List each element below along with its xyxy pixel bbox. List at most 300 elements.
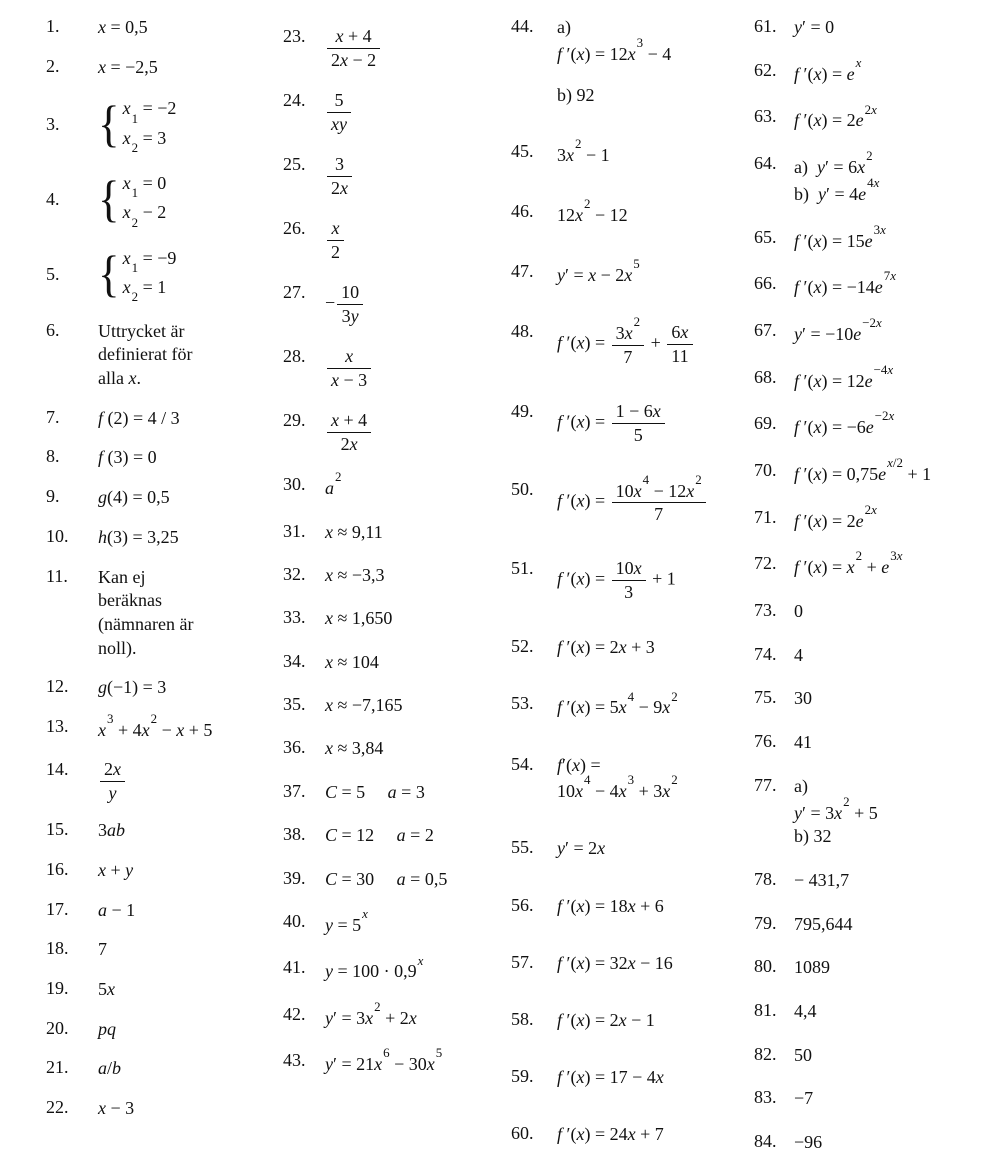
item-number: 20. xyxy=(46,1017,69,1038)
item-answer xyxy=(794,775,986,849)
answer-line: f ′(x) = 18x + 6 xyxy=(557,895,664,916)
item-answer xyxy=(557,16,754,107)
answer-item xyxy=(511,256,754,288)
answer-item xyxy=(283,998,511,1031)
answer-item xyxy=(46,1018,283,1042)
item-answer xyxy=(325,607,511,631)
item-number: 21. xyxy=(46,1057,69,1078)
item-answer xyxy=(794,54,986,87)
item-number: 71. xyxy=(754,506,777,527)
answer-line: f ′(x) = $\frac{1 - 6x}{5}$ xyxy=(557,401,754,445)
item-answer xyxy=(98,676,283,700)
item-number: 44. xyxy=(511,16,534,36)
answer-item xyxy=(511,314,754,367)
item-answer xyxy=(325,410,511,454)
item-answer xyxy=(557,1123,754,1147)
item-number: 73. xyxy=(754,600,777,620)
answer-line: x ≈ −3,3 xyxy=(325,564,385,585)
answer-line: C = 30 a = 0,5 xyxy=(325,868,448,889)
fraction: $\frac{x + 4}{2x - 2}$ xyxy=(327,26,380,70)
answer-item xyxy=(754,548,986,580)
fraction: $\frac{2x}{y}$ xyxy=(100,759,125,803)
answer-line xyxy=(325,410,511,454)
answer-item xyxy=(511,837,754,861)
item-number: 52. xyxy=(511,636,534,657)
answer-item xyxy=(511,1123,754,1147)
item-answer xyxy=(557,401,754,445)
answer-line: f $'(x) = 5x^4 - 9x^2$ xyxy=(557,688,678,718)
answer-column-1 xyxy=(46,16,283,1155)
answer-item xyxy=(754,731,986,755)
answer-line: f′(x) = xyxy=(557,754,601,775)
fraction: $\frac{x + 4}{2x}$ xyxy=(327,410,371,454)
item-answer xyxy=(98,16,283,40)
answer-line: f ′(x) = 17 − 4x xyxy=(557,1066,664,1087)
answer-item xyxy=(283,868,511,892)
item-number: 49. xyxy=(511,400,534,421)
answer-line: f $'(x) = -6e^{-2x}$ xyxy=(794,408,895,438)
answer-line: x ≈ 9,11 xyxy=(325,521,383,542)
answer-item xyxy=(283,781,511,805)
answer-line: $y = 5^x$ xyxy=(325,906,368,936)
answer-line: f $'(x) = x^2 + e^{3x}$ xyxy=(794,548,903,578)
answer-line: beräknas xyxy=(98,590,162,611)
answer-line: 0 xyxy=(794,601,803,621)
answer-line: $x^3 + 4x^2 - x + 5$ xyxy=(98,711,213,741)
answer-line: a − 1 xyxy=(98,899,136,920)
answer-line: b) $y' = 4e^{4x}$ xyxy=(794,174,880,204)
answer-item xyxy=(46,526,283,550)
item-answer xyxy=(794,687,986,711)
case-line: $x_1 = -9$ xyxy=(122,247,177,276)
answer-item xyxy=(46,1057,283,1081)
item-number: 56. xyxy=(511,894,534,915)
answer-item xyxy=(754,16,986,40)
answer-line: f $'(x) = 2e^{2x}$ xyxy=(794,101,877,131)
item-answer xyxy=(98,486,283,510)
item-answer xyxy=(325,694,511,718)
answer-item xyxy=(511,196,754,228)
answer-item xyxy=(754,361,986,394)
answer-item xyxy=(511,636,754,660)
item-answer xyxy=(794,101,986,133)
answer-line: 4,4 xyxy=(794,1001,817,1021)
answer-line: f (2) = 4 / 3 xyxy=(98,407,180,428)
answer-item xyxy=(511,1009,754,1033)
answer-line: $y' = 3x^2 + 2x$ xyxy=(325,998,417,1028)
item-answer xyxy=(794,1044,986,1068)
fraction: $\frac{6x}{11}$ xyxy=(667,322,692,366)
item-number: 36. xyxy=(283,737,306,758)
answer-line: 30 xyxy=(794,688,812,709)
item-number: 75. xyxy=(754,687,777,708)
item-number: 46. xyxy=(511,200,534,221)
answer-column-4 xyxy=(754,16,986,1155)
item-number: 16. xyxy=(46,858,69,879)
item-answer xyxy=(557,196,754,228)
answer-line: Kan ej xyxy=(98,566,146,587)
item-number: 4. xyxy=(46,188,60,209)
item-answer xyxy=(325,952,511,984)
answer-line: a) $y' = 6x^2$ xyxy=(794,148,873,178)
item-number: 45. xyxy=(511,140,534,161)
item-answer xyxy=(325,824,511,848)
item-number: 42. xyxy=(283,1003,306,1024)
answer-line: 7 xyxy=(98,939,107,960)
item-answer xyxy=(794,548,986,580)
item-answer xyxy=(794,148,986,207)
answer-item xyxy=(754,1131,986,1155)
item-answer xyxy=(98,446,283,470)
item-number: 33. xyxy=(283,607,306,628)
item-answer xyxy=(98,1097,283,1121)
answer-line: pq xyxy=(98,1018,116,1039)
item-answer xyxy=(325,737,511,761)
answer-line: f (3) = 0 xyxy=(98,447,157,468)
answer-line: x ≈ −7,165 xyxy=(325,695,403,716)
item-number: 14. xyxy=(46,758,69,779)
answer-item xyxy=(511,401,754,445)
answer-item xyxy=(511,558,754,602)
answer-item xyxy=(46,978,283,1002)
answer-item xyxy=(46,899,283,923)
item-number: 5. xyxy=(46,263,60,284)
item-answer xyxy=(794,16,986,40)
item-answer xyxy=(557,314,754,367)
answer-item xyxy=(46,1097,283,1121)
item-number: 28. xyxy=(283,346,306,367)
item-number: 74. xyxy=(754,643,777,664)
item-number: 57. xyxy=(511,951,534,972)
answer-item xyxy=(511,754,754,805)
answer-item xyxy=(754,148,986,207)
answer-item xyxy=(283,564,511,588)
item-answer xyxy=(98,978,283,1002)
item-number: 22. xyxy=(46,1097,69,1118)
item-answer xyxy=(98,1057,283,1081)
item-answer xyxy=(325,90,511,134)
answer-item xyxy=(283,651,511,675)
answer-line: alla x. xyxy=(98,368,141,389)
item-answer xyxy=(325,868,511,892)
item-number: 11. xyxy=(46,565,68,586)
item-answer xyxy=(98,819,283,843)
item-number: 82. xyxy=(754,1043,777,1064)
item-number: 53. xyxy=(511,693,534,714)
answer-line: x ≈ 1,650 xyxy=(325,608,393,629)
item-number: 23. xyxy=(283,26,306,46)
answer-line: 50 xyxy=(794,1044,812,1065)
item-answer xyxy=(557,471,754,525)
item-number: 67. xyxy=(754,319,777,340)
item-number: 29. xyxy=(283,410,306,431)
item-number: 64. xyxy=(754,153,777,174)
answer-line: g(−1) = 3 xyxy=(98,677,167,698)
answer-line: 4 xyxy=(794,644,803,665)
answer-line: a) xyxy=(557,17,571,37)
item-answer xyxy=(325,1045,511,1077)
answer-line: C = 12 a = 2 xyxy=(325,825,434,846)
answer-item xyxy=(46,819,283,843)
item-answer xyxy=(557,1009,754,1033)
item-answer xyxy=(98,711,283,743)
item-number: 41. xyxy=(283,957,306,978)
answer-line: x ≈ 3,84 xyxy=(325,738,384,759)
answer-item xyxy=(754,775,986,849)
item-number: 80. xyxy=(754,956,777,977)
item-number: 59. xyxy=(511,1065,534,1086)
item-number: 31. xyxy=(283,520,306,541)
answer-item xyxy=(754,54,986,87)
answer-item xyxy=(283,607,511,631)
item-number: 13. xyxy=(46,716,69,737)
case-line: $x_1 = 0$ xyxy=(122,173,167,201)
answer-line: definierat för xyxy=(98,344,193,365)
answer-item xyxy=(46,170,283,229)
answer-line: b) 92 xyxy=(557,84,595,105)
item-number: 63. xyxy=(754,106,777,127)
item-answer xyxy=(98,95,283,154)
answer-line: f ′(x) = $\frac{3x^2}{7}$ + $\frac{6x}{11}$ xyxy=(557,321,754,367)
answer-item xyxy=(511,135,754,168)
item-answer xyxy=(325,906,511,938)
answer-item xyxy=(46,486,283,510)
item-answer xyxy=(98,526,283,550)
answer-item xyxy=(283,154,511,198)
item-number: 6. xyxy=(46,319,60,340)
answer-line: noll). xyxy=(98,637,137,658)
case-line: $x_1 = -2$ xyxy=(122,98,177,126)
answer-line: f ′(x) = $\frac{10x^4 - 12x^2}{7}$ xyxy=(557,479,754,525)
answer-line: f ′(x) = 24x + 7 xyxy=(557,1124,664,1145)
answer-line: h(3) = 3,25 xyxy=(98,526,179,547)
item-number: 39. xyxy=(283,867,306,888)
fraction: $\frac{3}{2x}$ xyxy=(327,154,352,198)
answer-line: $y' = -10e^{-2x}$ xyxy=(794,315,882,344)
item-number: 72. xyxy=(754,553,777,574)
fraction: $\frac{10x^4 - 12x^2}{7}$ xyxy=(612,479,706,525)
answer-line: y′ = 0 xyxy=(794,17,835,37)
answer-line: b) 32 xyxy=(794,826,832,847)
answer-line: f ′(x) = 32x − 16 xyxy=(557,952,673,973)
system-brace: { xyxy=(98,170,120,227)
answer-item xyxy=(46,56,283,80)
item-number: 84. xyxy=(754,1131,777,1152)
answer-line: g(4) = 0,5 xyxy=(98,487,170,508)
answer-column-3 xyxy=(511,16,754,1155)
answer-line: $12x^2 - 12$ xyxy=(557,196,628,225)
item-number: 18. xyxy=(46,938,69,959)
item-number: 3. xyxy=(46,114,60,135)
item-number: 2. xyxy=(46,55,60,76)
item-number: 54. xyxy=(511,753,534,774)
item-answer xyxy=(325,998,511,1031)
answer-item xyxy=(46,407,283,431)
item-number: 66. xyxy=(754,273,777,294)
answer-item xyxy=(46,759,283,803)
answer-line: f $'(x) = 0,75e^{x/2} + 1$ xyxy=(794,455,932,484)
case-line: $x_2 = 1$ xyxy=(122,277,167,305)
case-line: $x_2 - 2$ xyxy=(122,202,167,230)
item-answer xyxy=(98,170,283,229)
item-number: 47. xyxy=(511,261,534,282)
answer-line: − 431,7 xyxy=(794,869,850,890)
fraction: $\frac{5}{xy}$ xyxy=(327,90,351,134)
item-number: 38. xyxy=(283,824,306,845)
answer-item xyxy=(754,1087,986,1111)
answer-item xyxy=(46,938,283,962)
item-number: 12. xyxy=(46,676,69,697)
answer-line: x = −2,5 xyxy=(98,56,158,77)
answer-item xyxy=(283,26,511,70)
answer-line xyxy=(325,346,511,390)
answer-item xyxy=(754,501,986,534)
item-number: 15. xyxy=(46,819,69,840)
answer-item xyxy=(46,711,283,743)
answer-item xyxy=(754,869,986,893)
answer-item xyxy=(754,600,986,624)
item-answer xyxy=(98,1018,283,1042)
answer-line: 795,644 xyxy=(794,913,853,934)
answer-line: $a^2$ xyxy=(325,469,342,499)
item-number: 68. xyxy=(754,366,777,387)
system-brace: { xyxy=(98,245,120,302)
item-number: 51. xyxy=(511,558,534,579)
answer-line: f $'(x) = 2e^{2x}$ xyxy=(794,501,877,531)
fraction: $\frac{10x}{3}$ xyxy=(612,558,646,602)
answer-item xyxy=(46,446,283,470)
item-answer xyxy=(557,636,754,660)
item-answer xyxy=(325,346,511,390)
answer-line: $y' = 3x^2 + 5$ xyxy=(794,793,878,823)
answer-line: Uttrycket är xyxy=(98,320,185,341)
answer-line: a) xyxy=(794,775,808,796)
item-answer xyxy=(98,859,283,883)
item-number: 81. xyxy=(754,1000,777,1020)
item-number: 34. xyxy=(283,650,306,671)
answer-line: x = 0,5 xyxy=(98,17,148,37)
answer-item xyxy=(754,913,986,937)
item-answer xyxy=(98,245,283,304)
answer-line: −7 xyxy=(794,1088,814,1109)
answer-item xyxy=(46,245,283,304)
item-number: 48. xyxy=(511,321,534,342)
item-number: 7. xyxy=(46,406,60,427)
item-number: 27. xyxy=(283,282,306,303)
answer-line: f ′(x) = $\frac{10x}{3}$ + 1 xyxy=(557,558,676,603)
answer-line: a/b xyxy=(98,1058,122,1079)
answer-item xyxy=(283,737,511,761)
answer-line: x + y xyxy=(98,859,134,880)
answer-item xyxy=(754,315,986,347)
item-answer xyxy=(794,913,986,937)
item-number: 76. xyxy=(754,731,777,752)
item-number: 65. xyxy=(754,226,777,247)
answer-line: (nämnaren är xyxy=(98,614,194,635)
answer-item xyxy=(511,16,754,107)
item-number: 35. xyxy=(283,694,306,715)
item-answer xyxy=(98,56,283,80)
answer-line: 1089 xyxy=(794,957,830,978)
item-number: 78. xyxy=(754,868,777,889)
item-answer xyxy=(557,558,754,602)
answer-item xyxy=(46,566,283,661)
item-number: 19. xyxy=(46,978,69,999)
answer-line xyxy=(325,154,511,198)
answer-item xyxy=(283,1045,511,1077)
answer-item xyxy=(283,521,511,545)
item-number: 43. xyxy=(283,1050,306,1071)
item-answer xyxy=(325,282,511,326)
answer-line: f ′(x) = 2x − 1 xyxy=(557,1009,655,1030)
item-number: 9. xyxy=(46,486,60,507)
item-answer xyxy=(794,501,986,534)
item-answer xyxy=(98,407,283,431)
answer-column-2 xyxy=(283,16,511,1155)
answer-line: y′ = 2x xyxy=(557,838,606,859)
answer-item xyxy=(511,688,754,720)
item-answer xyxy=(794,600,986,624)
answer-item xyxy=(283,346,511,390)
item-answer xyxy=(794,956,986,980)
answer-item xyxy=(283,282,511,326)
item-number: 58. xyxy=(511,1008,534,1029)
answer-line xyxy=(325,218,511,262)
item-answer xyxy=(325,564,511,588)
answer-item xyxy=(754,268,986,300)
answer-line: f $'(x) = 12e^{-4x}$ xyxy=(794,361,894,391)
item-answer xyxy=(325,651,511,675)
answer-item xyxy=(283,906,511,938)
answer-item xyxy=(46,320,283,391)
answer-line: f ′(x) = 2x + 3 xyxy=(557,637,655,658)
answer-item xyxy=(46,859,283,883)
item-number: 10. xyxy=(46,525,69,546)
answer-item xyxy=(754,1000,986,1024)
answer-line: 3ab xyxy=(98,820,125,841)
answer-item xyxy=(754,408,986,440)
item-answer xyxy=(794,869,986,893)
item-answer xyxy=(794,644,986,668)
item-number: 17. xyxy=(46,898,69,919)
item-answer xyxy=(98,938,283,962)
item-number: 83. xyxy=(754,1087,777,1108)
item-number: 8. xyxy=(46,446,60,467)
answer-item xyxy=(46,676,283,700)
item-number: 69. xyxy=(754,413,777,434)
answer-item xyxy=(46,95,283,154)
case-line: $x_2 = 3$ xyxy=(122,127,167,155)
item-answer xyxy=(794,1131,986,1155)
item-number: 40. xyxy=(283,911,306,932)
item-number: 62. xyxy=(754,59,777,80)
item-answer xyxy=(98,759,283,803)
item-answer xyxy=(98,566,283,661)
answer-line: f $'(x) = -14e^{7x}$ xyxy=(794,268,896,298)
system-brace: { xyxy=(98,96,120,153)
answer-line: f $'(x) = 15e^{3x}$ xyxy=(794,221,886,251)
item-number: 30. xyxy=(283,474,306,495)
item-answer xyxy=(557,135,754,168)
fraction: $\frac{x}{2}$ xyxy=(327,218,344,262)
answer-line: 5x xyxy=(98,979,115,1000)
answer-line: C = 5 a = 3 xyxy=(325,781,425,802)
answer-line: x ≈ 104 xyxy=(325,651,379,672)
item-answer xyxy=(325,26,511,70)
item-number: 70. xyxy=(754,459,777,480)
answer-item xyxy=(754,221,986,254)
item-answer xyxy=(98,320,283,391)
